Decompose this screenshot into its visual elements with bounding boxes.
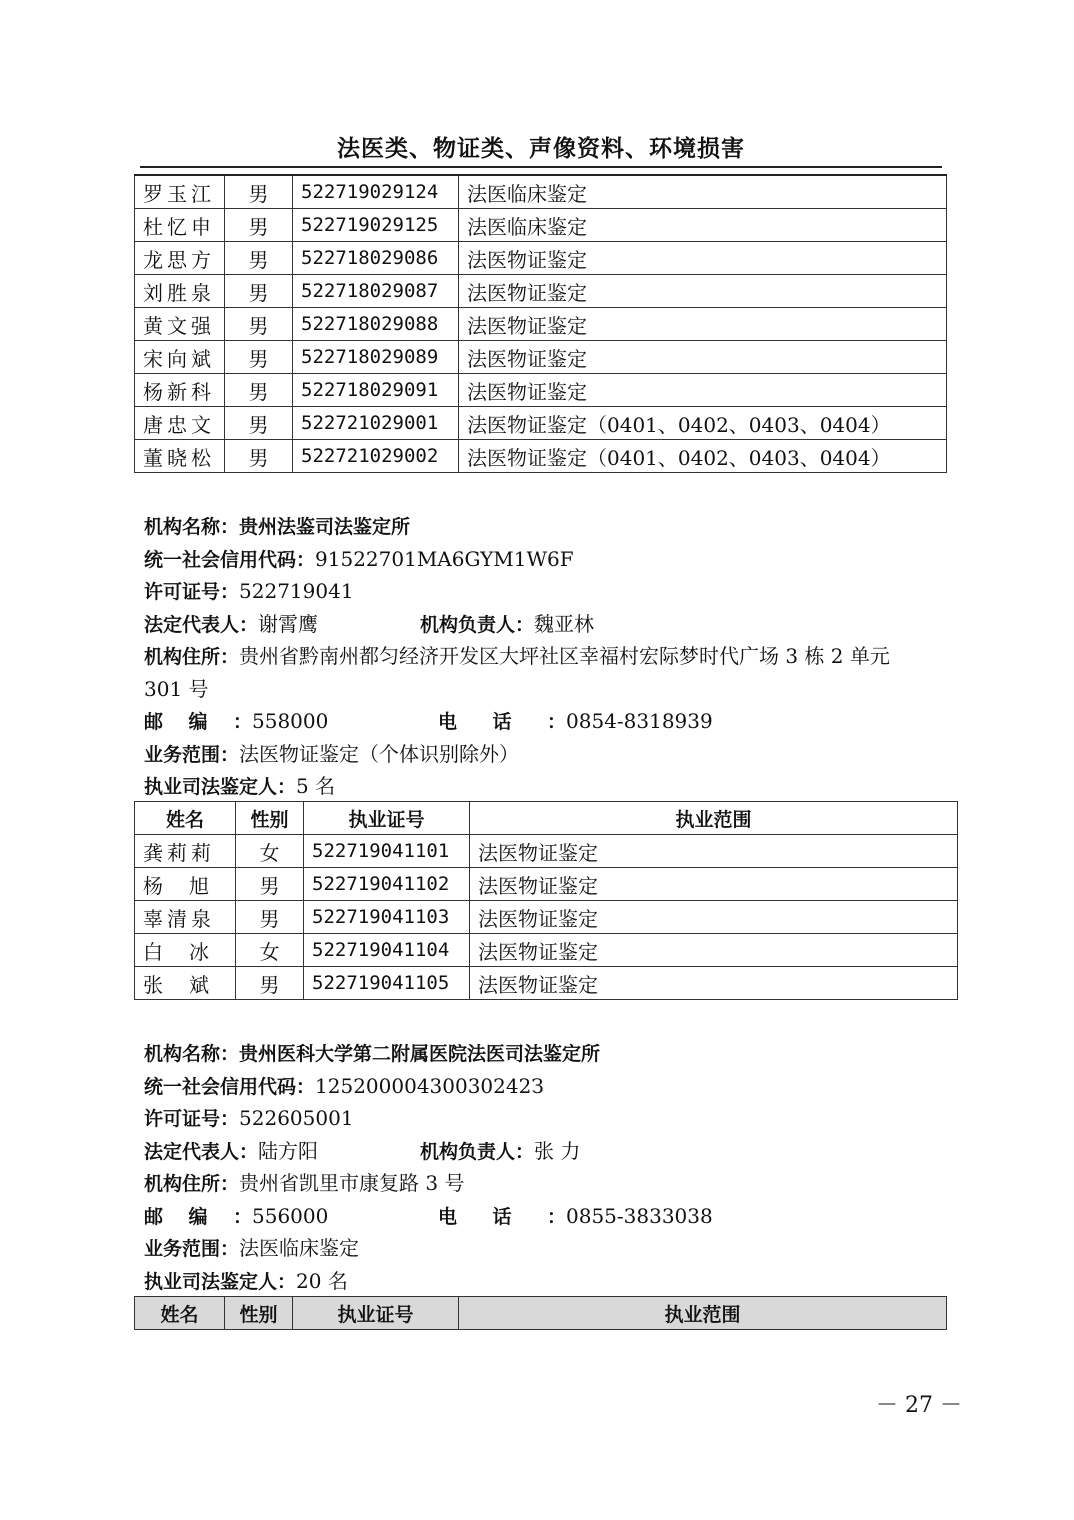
header-gender: 性别: [225, 1297, 293, 1330]
gender-cell: 男: [236, 901, 304, 934]
org2-info: [144, 1037, 944, 1297]
org1-tel: 0854-8318939: [566, 709, 713, 733]
name-cell: 刘胜泉: [135, 275, 225, 308]
name-cell: 龚莉莉: [135, 835, 236, 868]
name-cell: 辜清泉: [135, 901, 236, 934]
table-row: [135, 242, 947, 275]
org1-count: 5 名: [296, 774, 336, 798]
cert-cell: 522719029124: [293, 175, 459, 209]
org1-head: 魏亚林: [534, 611, 595, 636]
org2-name: 贵州医科大学第二附属医院法医司法鉴定所: [239, 1043, 601, 1065]
scope-cell: 法医物证鉴定（0401、0402、0403、0404）: [459, 440, 947, 473]
org2-license: 522605001: [239, 1106, 354, 1130]
org2-code-label: 统一社会信用代码：: [144, 1075, 316, 1098]
scope-cell: 法医物证鉴定: [459, 308, 947, 341]
scope-cell: 法医物证鉴定: [470, 934, 958, 967]
org1-count-label: 执业司法鉴定人：: [144, 776, 297, 798]
org2-addr: 贵州省凯里市康复路 3 号: [239, 1171, 465, 1195]
table-row: [135, 308, 947, 341]
org1-addr-label: 机构住所：: [144, 646, 240, 668]
org1-tel-label: 电话：: [438, 711, 566, 733]
scope-cell: 法医物证鉴定: [459, 275, 947, 308]
gender-cell: 男: [225, 374, 293, 407]
scope-cell: 法医物证鉴定: [470, 967, 958, 1000]
org1-scope: 法医物证鉴定（个体识别除外）: [239, 741, 520, 766]
table-row: [135, 175, 947, 209]
scope-cell: 法医物证鉴定: [459, 341, 947, 374]
cert-cell: 522721029002: [293, 440, 459, 473]
cert-cell: 522718029089: [293, 341, 459, 374]
gender-cell: 男: [225, 275, 293, 308]
org1-code-label: 统一社会信用代码：: [144, 548, 316, 571]
org1-name-label: 机构名称：: [144, 516, 240, 538]
cert-cell: 522718029088: [293, 308, 459, 341]
org1-code: 91522701MA6GYM1W6F: [315, 546, 574, 571]
table-row: [135, 407, 947, 440]
cert-cell: 522719041101: [304, 835, 470, 868]
header-gender: 性别: [236, 802, 304, 835]
gender-cell: 男: [236, 967, 304, 1000]
gender-cell: 男: [225, 440, 293, 473]
org1-info: [144, 510, 944, 803]
name-cell: 黄文强: [135, 308, 225, 341]
org1-name: 贵州法鉴司法鉴定所: [239, 516, 411, 538]
name-cell: 杨旭: [135, 868, 236, 901]
scope-cell: 法医物证鉴定: [459, 242, 947, 275]
page-number: － 27 －: [876, 1393, 962, 1418]
gender-cell: 女: [236, 835, 304, 868]
org2-head: 张 力: [534, 1138, 581, 1163]
table-continued: [134, 174, 947, 473]
name-cell: 张斌: [135, 967, 236, 1000]
name-cell: 白冰: [135, 934, 236, 967]
org2-name-label: 机构名称：: [144, 1043, 240, 1065]
table-row: [135, 374, 947, 407]
org2-head-label: 机构负责人：: [420, 1140, 535, 1163]
gender-cell: 男: [225, 175, 293, 209]
org2-rep-label: 法定代表人：: [144, 1140, 259, 1163]
org2-zip-label: 邮编：: [144, 1205, 252, 1228]
header-scope: 执业范围: [459, 1297, 947, 1330]
org1-zip-label: 邮编：: [144, 711, 252, 733]
header-name: 姓名: [135, 1297, 225, 1330]
page-header: 法医类、物证类、声像资料、环境损害: [140, 132, 942, 168]
cert-cell: 522721029001: [293, 407, 459, 440]
cert-cell: 522719029125: [293, 209, 459, 242]
header-scope: 执业范围: [470, 802, 958, 835]
gender-cell: 男: [236, 868, 304, 901]
gender-cell: 男: [225, 308, 293, 341]
gender-cell: 男: [225, 209, 293, 242]
header-cert: 执业证号: [304, 802, 470, 835]
org2-count-label: 执业司法鉴定人：: [144, 1270, 297, 1293]
org1-addr: 贵州省黔南州都匀经济开发区大坪社区幸福村宏际梦时代广场 3 栋 2 单元: [239, 644, 890, 668]
scope-cell: 法医临床鉴定: [459, 175, 947, 209]
org2-count: 20 名: [296, 1268, 348, 1293]
name-cell: 董晓松: [135, 440, 225, 473]
org1-license-label: 许可证号：: [144, 581, 240, 603]
table-row: [135, 835, 958, 868]
org1-rep-label: 法定代表人：: [144, 613, 259, 636]
gender-cell: 男: [225, 242, 293, 275]
table-org1-experts: [134, 801, 958, 1000]
header-name: 姓名: [135, 802, 236, 835]
name-cell: 罗玉江: [135, 175, 225, 209]
header-cert: 执业证号: [293, 1297, 459, 1330]
org1-rep: 谢霄鹰: [258, 611, 319, 636]
table-row: [135, 440, 947, 473]
cert-cell: 522719041102: [304, 868, 470, 901]
org1-license: 522719041: [239, 579, 354, 603]
org2-rep: 陆方阳: [258, 1138, 319, 1163]
scope-cell: 法医物证鉴定（0401、0402、0403、0404）: [459, 407, 947, 440]
org2-code: 12520000430030242З: [315, 1073, 544, 1098]
org2-tel: 0855-3833038: [566, 1203, 713, 1228]
org1-zip: 558000: [252, 709, 329, 733]
table-row: [135, 868, 958, 901]
org1-head-label: 机构负责人：: [420, 613, 535, 636]
name-cell: 杨新科: [135, 374, 225, 407]
gender-cell: 女: [236, 934, 304, 967]
cert-cell: 522718029091: [293, 374, 459, 407]
org2-zip: 556000: [252, 1203, 329, 1228]
org2-scope-label: 业务范围：: [144, 1238, 240, 1260]
scope-cell: 法医物证鉴定: [470, 835, 958, 868]
table-row: [135, 967, 958, 1000]
name-cell: 龙思方: [135, 242, 225, 275]
name-cell: 宋向斌: [135, 341, 225, 374]
table-row: [135, 901, 958, 934]
table-row: [135, 209, 947, 242]
org1-scope-label: 业务范围：: [144, 743, 240, 766]
scope-cell: 法医物证鉴定: [470, 868, 958, 901]
org2-license-label: 许可证号：: [144, 1108, 240, 1130]
scope-cell: 法医临床鉴定: [459, 209, 947, 242]
org2-scope: 法医临床鉴定: [239, 1236, 360, 1260]
gender-cell: 男: [225, 407, 293, 440]
name-cell: 唐忠文: [135, 407, 225, 440]
cert-cell: 522719041103: [304, 901, 470, 934]
cert-cell: 522718029086: [293, 242, 459, 275]
table-row: [135, 275, 947, 308]
gender-cell: 男: [225, 341, 293, 374]
cert-cell: 522719041104: [304, 934, 470, 967]
table-row: [135, 934, 958, 967]
table-org2-experts: [134, 1296, 947, 1330]
scope-cell: 法医物证鉴定: [459, 374, 947, 407]
org2-addr-label: 机构住所：: [144, 1173, 240, 1195]
org1-addr2: 301 号: [144, 676, 209, 701]
org2-tel-label: 电话：: [438, 1205, 566, 1228]
name-cell: 杜忆申: [135, 209, 225, 242]
cert-cell: 522719041105: [304, 967, 470, 1000]
scope-cell: 法医物证鉴定: [470, 901, 958, 934]
table-row: [135, 341, 947, 374]
cert-cell: 522718029087: [293, 275, 459, 308]
